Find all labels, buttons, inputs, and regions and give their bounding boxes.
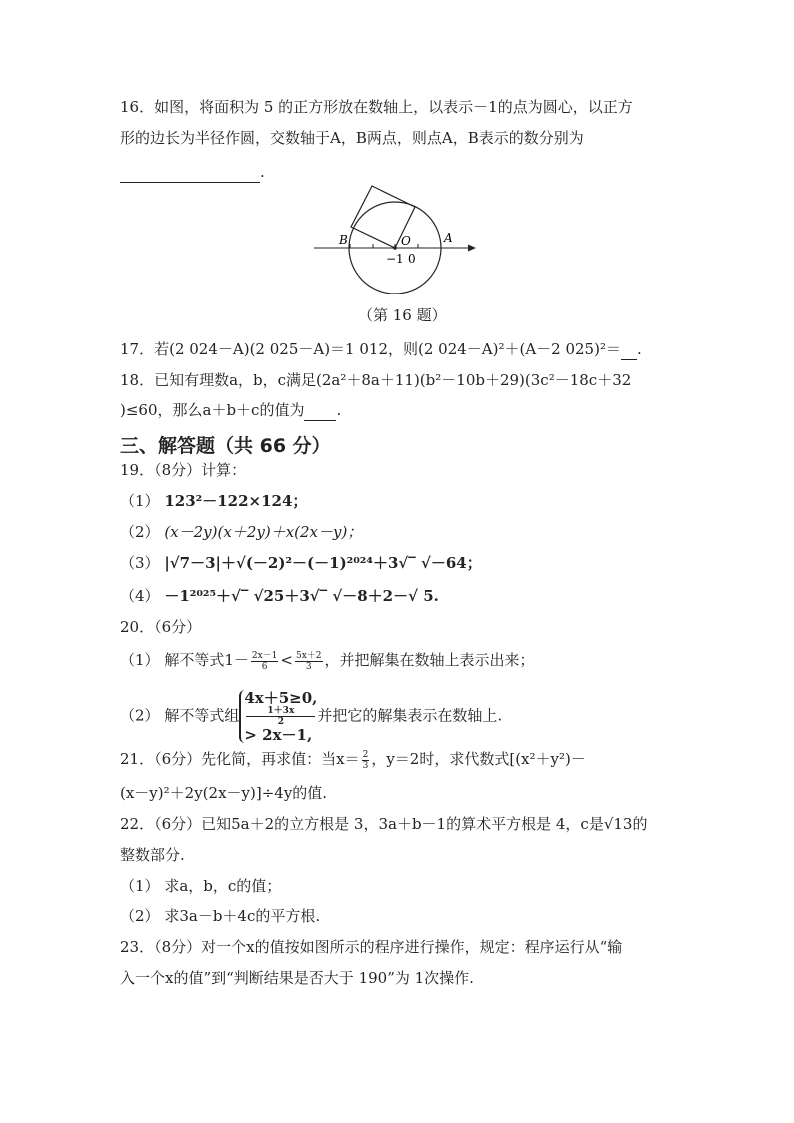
section-3-title: 三、解答题（共 66 分） [120, 435, 331, 457]
q20-p2-row-2 [244, 706, 317, 743]
fraction-numerator: 5x＋2 [295, 650, 322, 661]
q22-p1-label: （1） [120, 877, 160, 895]
q19-p1-label: （1） [120, 492, 160, 510]
q22-p2-label: （2） [120, 907, 160, 925]
q16-answer-line [120, 162, 265, 183]
q18-end: . [336, 401, 342, 419]
q17-answer-blank [621, 339, 637, 360]
fraction-denominator: 3 [305, 661, 312, 672]
q19-p2-label: （2） [120, 523, 160, 541]
q17-end: . [636, 340, 642, 358]
q20-p2-text-a: 解不等式组 [164, 706, 240, 725]
fraction-denominator: 3 [362, 760, 369, 771]
q19-p3-expr: |√7－3|＋√(－2)²－(－1)²⁰²⁴＋3√‾ √－64； [164, 554, 482, 572]
q20-p1-fraction-2 [295, 651, 323, 672]
q20-p2-text-b: 并把它的解集表示在数轴上. [317, 706, 503, 725]
q22-part-1 [120, 876, 281, 896]
q20-head: 20．（6分） [120, 618, 202, 636]
q19-part-4 [120, 586, 439, 606]
q17-line [120, 339, 642, 360]
q22-p2-text: 求3a－b＋4c的平方根. [164, 907, 321, 925]
q20-p2-system [239, 690, 317, 743]
q19-head: 19．（8分）计算： [120, 461, 247, 479]
q20-p1-fraction-1 [251, 651, 279, 672]
q20-part-1 [120, 650, 535, 672]
q22-line-2: 整数部分. [120, 846, 185, 864]
q20-p2-row-2-rest: > 2x－1, [244, 726, 313, 744]
q20-p1-text-b: ，并把解集在数轴上表示出来； [324, 651, 535, 669]
q21-text-b: ，y＝2时，求代数式[(x²＋y²)－ [371, 750, 586, 768]
fraction-denominator: 6 [261, 661, 268, 672]
q20-p2-fraction [246, 706, 315, 727]
q16-tick-0: 0 [408, 252, 416, 266]
q21-line-2: (x－y)²＋2y(2x－y)]÷4y的值. [120, 784, 328, 802]
q22-line-1: 22．（6分）已知5a＋2的立方根是 3，3a＋b－1的算术平方根是 4，c是√13的 [120, 815, 648, 833]
q19-p1-expr: 123²－122×124； [164, 492, 308, 510]
q18-line-1: 18．已知有理数a，b，c满足(2a²＋8a＋11)(b²－10b＋29)(3c²－18c＋32 [120, 371, 632, 389]
q16-blank-end: . [260, 163, 265, 181]
q22-p1-text: 求a，b，c的值； [164, 877, 282, 895]
q16-line-1: 16．如图，将面积为 5 的正方形放在数轴上，以表示－1的点为圆心，以正方 [120, 98, 633, 116]
q16-figure [310, 182, 482, 294]
q19-part-3 [120, 553, 482, 573]
fraction-numerator: 2 [362, 749, 369, 760]
q20-p1-label: （1） [120, 651, 160, 669]
q19-part-2 [120, 522, 362, 542]
q20-p1-lt: < [280, 651, 293, 669]
q16-answer-blank [120, 162, 260, 183]
q19-part-1 [120, 491, 307, 511]
q23-line-1: 23．（8分）对一个x的值按如图所示的程序进行操作，规定：程序运行从“输 [120, 938, 623, 956]
q20-part-2 [120, 690, 502, 743]
q18-line-2 [120, 400, 341, 421]
q23-line-2: 入一个x的值”到“判断结果是否大于 190”为 1次操作. [120, 969, 474, 987]
q19-p4-label: （4） [120, 587, 160, 605]
q20-p1-text-a: 解不等式1－ [164, 651, 249, 669]
q16-label-A: A [444, 231, 453, 245]
q21-text-a: 21．（6分）先化简，再求值：当x＝ [120, 750, 360, 768]
fraction-numerator: 1＋3x [246, 706, 315, 717]
fraction-denominator: 2 [277, 717, 284, 727]
q18-text: )≤60，那么a＋b＋c的值为 [120, 401, 305, 419]
q21-line-1 [120, 749, 586, 771]
q16-caption: （第 16 题） [358, 306, 447, 324]
q19-p2-expr: (x－2y)(x＋2y)＋x(2x－y)； [164, 523, 363, 541]
q16-line-2: 形的边长为半径作圆，交数轴于A，B两点，则点A，B表示的数分别为 [120, 129, 584, 147]
q21-x-fraction [362, 750, 370, 771]
q22-part-2 [120, 906, 320, 926]
q20-p2-label: （2） [120, 706, 160, 725]
q18-answer-blank [304, 400, 336, 421]
q17-text: 17．若(2 024－A)(2 025－A)＝1 012，则(2 024－A)²＋(A－2 025)²＝ [120, 340, 621, 358]
q16-tick-neg1: −1 [386, 252, 404, 266]
q19-p4-expr: －1²⁰²⁵＋√‾ √25＋3√‾ √－8＋2－√ 5. [164, 587, 439, 605]
q16-label-O: O [401, 234, 411, 248]
fraction-numerator: 2x－1 [251, 650, 278, 661]
q19-p3-label: （3） [120, 554, 160, 572]
q16-label-B: B [339, 233, 348, 247]
q20-p2-row-1: 4x＋5≥0, [244, 689, 318, 707]
